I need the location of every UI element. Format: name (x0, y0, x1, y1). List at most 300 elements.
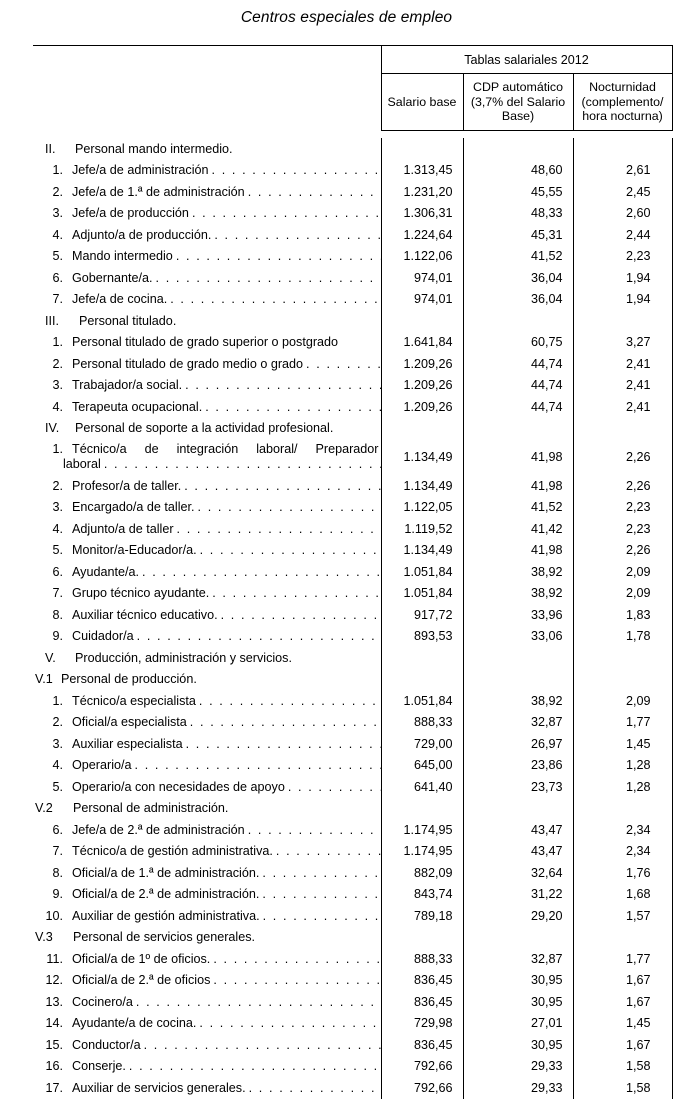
cell-cdp-automatico: 38,92 (463, 690, 573, 712)
cell-nocturnidad: 1,76 (573, 862, 672, 884)
leader-dots (209, 163, 381, 177)
cell-salario-base: 1.134,49 (381, 540, 463, 562)
item-label-cell (33, 561, 381, 583)
cell-cdp-automatico (463, 310, 573, 332)
leader-dots (139, 565, 381, 579)
item-number: 3. (52, 736, 63, 751)
spacer-cdp (463, 131, 573, 139)
cell-cdp-automatico: 27,01 (463, 1013, 573, 1035)
table-row (33, 991, 672, 1013)
item-label (35, 522, 381, 536)
item-number: 15. (45, 1037, 63, 1052)
cell-nocturnidad (573, 418, 672, 440)
cell-cdp-automatico (463, 647, 573, 669)
cell-nocturnidad: 2,60 (573, 203, 672, 225)
item-name: Gobernante/a. (72, 270, 153, 285)
cell-salario-base: 792,66 (381, 1077, 463, 1099)
section-heading (35, 142, 381, 156)
cell-cdp-automatico: 41,52 (463, 497, 573, 519)
cell-salario-base: 1.209,26 (381, 396, 463, 418)
cell-nocturnidad: 2,09 (573, 561, 672, 583)
leader-dots (259, 866, 380, 880)
item-label-cell (33, 375, 381, 397)
cell-salario-base: 1.209,26 (381, 375, 463, 397)
item-label (35, 586, 381, 600)
section-heading (35, 421, 381, 435)
item-number: 6. (52, 270, 63, 285)
item-label (35, 206, 381, 220)
cell-cdp-automatico: 29,33 (463, 1056, 573, 1078)
cell-salario-base: 1.119,52 (381, 518, 463, 540)
subsection-heading-cell (33, 927, 381, 949)
item-name: Técnico/a especialista (72, 693, 196, 708)
item-number: 13. (45, 994, 63, 1009)
table-row (33, 518, 672, 540)
table-row (33, 332, 672, 354)
cell-nocturnidad: 1,67 (573, 1034, 672, 1056)
cell-salario-base: 1.051,84 (381, 690, 463, 712)
table-row (33, 203, 672, 225)
section-number: II. (45, 141, 56, 156)
cell-nocturnidad: 1,94 (573, 267, 672, 289)
item-label (35, 357, 381, 371)
leader-dots (196, 694, 381, 708)
leader-dots (218, 608, 381, 622)
item-name: Encargado/a de taller. (72, 500, 195, 515)
subsection-heading-row (33, 927, 672, 949)
cell-cdp-automatico: 26,97 (463, 733, 573, 755)
section-number: III. (45, 313, 59, 328)
item-label-cell (33, 540, 381, 562)
item-label (35, 1059, 381, 1073)
item-number: 7. (52, 844, 63, 859)
cell-cdp-automatico (463, 669, 573, 691)
cell-nocturnidad: 2,34 (573, 841, 672, 863)
item-number: 2. (52, 184, 63, 199)
item-number: 2. (52, 356, 63, 371)
item-label (35, 844, 381, 858)
table-row (33, 396, 672, 418)
cell-salario-base: 1.134,49 (381, 475, 463, 497)
table-row (33, 690, 672, 712)
item-number: 5. (52, 543, 63, 558)
cell-salario-base (381, 138, 463, 160)
leader-dots (202, 400, 380, 414)
item-name: Jefe/a de producción (72, 206, 189, 221)
cell-salario-base: 1.209,26 (381, 353, 463, 375)
leader-dots (197, 543, 381, 557)
cell-cdp-automatico (463, 927, 573, 949)
cell-salario-base: 882,09 (381, 862, 463, 884)
cell-cdp-automatico: 36,04 (463, 289, 573, 311)
leader-dots (173, 249, 381, 263)
leader-dots (181, 479, 380, 493)
item-number: 6. (52, 564, 63, 579)
cell-nocturnidad: 2,41 (573, 353, 672, 375)
cell-salario-base: 1.313,45 (381, 160, 463, 182)
item-label (35, 909, 381, 923)
item-label (35, 163, 381, 177)
item-label-cell (33, 841, 381, 863)
table-row (33, 1013, 672, 1035)
cell-nocturnidad: 1,45 (573, 733, 672, 755)
item-number: 11. (46, 951, 63, 966)
cell-cdp-automatico: 41,42 (463, 518, 573, 540)
cell-nocturnidad: 1,67 (573, 970, 672, 992)
item-number: 6. (52, 822, 63, 837)
cell-nocturnidad: 1,28 (573, 755, 672, 777)
item-name: Auxiliar técnico educativo. (72, 607, 218, 622)
table-row (33, 1077, 672, 1099)
item-label-cell (33, 353, 381, 375)
item-label (35, 887, 381, 901)
table-row (33, 948, 672, 970)
table-row (33, 475, 672, 497)
item-name: Terapeuta ocupacional. (72, 399, 203, 414)
cdp-line-1: CDP automático (473, 80, 563, 95)
cell-nocturnidad: 2,41 (573, 375, 672, 397)
subsection-heading (35, 930, 381, 944)
item-label (35, 1016, 381, 1030)
table-row (33, 712, 672, 734)
cell-cdp-automatico: 38,92 (463, 561, 573, 583)
leader-dots (210, 952, 380, 966)
cell-salario-base: 917,72 (381, 604, 463, 626)
item-label-twoline (35, 442, 381, 473)
table-row (33, 1034, 672, 1056)
item-number: 12. (45, 973, 63, 988)
cell-nocturnidad (573, 647, 672, 669)
cell-salario-base: 888,33 (381, 948, 463, 970)
cell-cdp-automatico: 23,73 (463, 776, 573, 798)
table-row (33, 246, 672, 268)
leader-dots (196, 1016, 380, 1030)
cell-nocturnidad: 2,26 (573, 540, 672, 562)
item-number: 14. (45, 1016, 63, 1031)
item-label (35, 500, 381, 514)
item-label-cell (33, 604, 381, 626)
cell-cdp-automatico: 29,33 (463, 1077, 573, 1099)
table-body (33, 131, 672, 1099)
cell-salario-base: 836,45 (381, 970, 463, 992)
leader-dots (141, 1038, 381, 1052)
cell-cdp-automatico: 29,20 (463, 905, 573, 927)
cell-nocturnidad: 2,23 (573, 518, 672, 540)
spacer-noc (573, 131, 672, 139)
leader-dots (273, 844, 381, 858)
item-number: 8. (52, 865, 63, 880)
cdp-line-2: (3,7% del Salario (470, 94, 566, 109)
table-row (33, 626, 672, 648)
item-label-cell (33, 439, 381, 475)
item-name: Profesor/a de taller. (72, 478, 182, 493)
cell-nocturnidad: 2,09 (573, 583, 672, 605)
cell-nocturnidad: 2,61 (573, 160, 672, 182)
item-name: Oficial/a de 2.ª de administración. (72, 887, 260, 902)
item-label (35, 271, 381, 285)
item-label-cell (33, 396, 381, 418)
table-row (33, 160, 672, 182)
section-heading-row (33, 310, 672, 332)
item-label-cell (33, 884, 381, 906)
cell-cdp-automatico: 32,64 (463, 862, 573, 884)
item-label (35, 608, 381, 622)
item-label (35, 479, 381, 493)
cell-salario-base (381, 798, 463, 820)
cell-cdp-automatico: 31,22 (463, 884, 573, 906)
cell-cdp-automatico: 45,31 (463, 224, 573, 246)
cell-nocturnidad: 2,26 (573, 475, 672, 497)
item-label-cell (33, 267, 381, 289)
subsection-heading (35, 672, 381, 686)
item-label-cell (33, 1034, 381, 1056)
cell-nocturnidad: 2,23 (573, 246, 672, 268)
cell-cdp-automatico: 43,47 (463, 841, 573, 863)
item-number: 9. (52, 887, 63, 902)
section-heading-cell (33, 138, 381, 160)
cell-nocturnidad: 1,57 (573, 905, 672, 927)
item-label (35, 228, 381, 242)
cell-nocturnidad: 1,77 (573, 712, 672, 734)
cell-nocturnidad: 1,58 (573, 1077, 672, 1099)
cell-cdp-automatico: 43,47 (463, 819, 573, 841)
cell-cdp-automatico: 44,74 (463, 353, 573, 375)
item-name: Conductor/a (72, 1037, 141, 1052)
item-label (35, 715, 381, 729)
item-label-cell (33, 712, 381, 734)
item-label-cell (33, 755, 381, 777)
item-number: 10. (45, 908, 63, 923)
item-number: 7. (52, 292, 63, 307)
page-title: Centros especiales de empleo (240, 9, 453, 26)
item-number: 5. (52, 249, 63, 264)
item-label-cell (33, 819, 381, 841)
section-name: Personal titulado. (79, 313, 177, 328)
cell-salario-base (381, 310, 463, 332)
cell-cdp-automatico: 38,92 (463, 583, 573, 605)
item-name: Monitor/a-Educador/a. (72, 543, 197, 558)
cell-salario-base: 1.174,95 (381, 841, 463, 863)
cell-nocturnidad: 1,67 (573, 991, 672, 1013)
item-label-cell (33, 1056, 381, 1078)
cell-salario-base (381, 647, 463, 669)
cell-cdp-automatico: 32,87 (463, 712, 573, 734)
cell-nocturnidad (573, 310, 672, 332)
item-label (35, 758, 381, 772)
subsection-heading-row (33, 669, 672, 691)
item-label-cell (33, 583, 381, 605)
item-label-cell (33, 905, 381, 927)
cell-salario-base: 974,01 (381, 289, 463, 311)
table-row (33, 439, 672, 475)
item-label-cell (33, 518, 381, 540)
table-row (33, 353, 672, 375)
item-number: 1. (52, 441, 63, 456)
item-label (35, 400, 381, 414)
header-group-label: Tablas salariales 2012 (381, 46, 672, 74)
item-number: 3. (52, 378, 63, 393)
cell-nocturnidad: 2,09 (573, 690, 672, 712)
item-number: 1. (52, 163, 63, 178)
cell-nocturnidad: 2,23 (573, 497, 672, 519)
table-row (33, 375, 672, 397)
item-name: Jefe/a de 2.ª de administración (72, 822, 245, 837)
item-name-line2: laboral (63, 457, 101, 471)
item-number: 1. (52, 693, 63, 708)
item-label-cell (33, 181, 381, 203)
header-blank-cell (33, 46, 381, 74)
leader-dots (303, 357, 380, 371)
item-name: Cocinero/a (72, 994, 133, 1009)
item-label-cell (33, 991, 381, 1013)
table-row (33, 819, 672, 841)
cell-cdp-automatico: 41,98 (463, 540, 573, 562)
cell-cdp-automatico: 36,04 (463, 267, 573, 289)
leader-dots (245, 823, 381, 837)
section-heading-cell (33, 647, 381, 669)
table-header (33, 46, 672, 131)
item-number: 3. (52, 500, 63, 515)
table-row (33, 905, 672, 927)
leader-dots (133, 995, 381, 1009)
item-label (35, 823, 381, 837)
table-row (33, 267, 672, 289)
leader-dots (260, 909, 381, 923)
item-name: Oficial/a especialista (72, 715, 187, 730)
table-row (33, 604, 672, 626)
item-label-cell (33, 497, 381, 519)
item-name: Oficial/a de 1º de oficios. (72, 951, 211, 966)
item-label-cell (33, 1013, 381, 1035)
item-label-cell (33, 203, 381, 225)
subsection-number: V.2 (35, 801, 53, 816)
item-number: 5. (52, 779, 63, 794)
leader-dots (285, 780, 381, 794)
cell-cdp-automatico: 60,75 (463, 332, 573, 354)
cell-nocturnidad: 2,45 (573, 181, 672, 203)
item-number: 16. (45, 1059, 63, 1074)
item-name: Jefe/a de cocina. (72, 292, 168, 307)
item-label (35, 694, 381, 708)
item-label-cell (33, 776, 381, 798)
cell-salario-base (381, 418, 463, 440)
item-number: 7. (52, 586, 63, 601)
table-row (33, 561, 672, 583)
section-heading-row (33, 138, 672, 160)
cell-cdp-automatico: 30,95 (463, 970, 573, 992)
table-row (33, 755, 672, 777)
item-label-cell (33, 289, 381, 311)
leader-dots (189, 206, 381, 220)
section-heading-row (33, 418, 672, 440)
salary-table (33, 45, 673, 1099)
cell-nocturnidad: 1,58 (573, 1056, 672, 1078)
cell-salario-base: 1.306,31 (381, 203, 463, 225)
table-row (33, 224, 672, 246)
item-name: Operario/a con necesidades de apoyo (72, 779, 285, 794)
section-heading-row (33, 647, 672, 669)
leader-dots (126, 1059, 381, 1073)
section-name: Producción, administración y servicios. (75, 650, 292, 665)
cell-cdp-automatico: 23,86 (463, 755, 573, 777)
section-heading (35, 314, 381, 328)
subsection-heading-row (33, 798, 672, 820)
cell-nocturnidad: 2,26 (573, 439, 672, 475)
cell-cdp-automatico: 41,52 (463, 246, 573, 268)
cell-salario-base: 836,45 (381, 991, 463, 1013)
item-label-cell (33, 475, 381, 497)
spacer-label (33, 131, 381, 139)
item-number: 4. (52, 227, 63, 242)
cell-nocturnidad: 3,27 (573, 332, 672, 354)
item-name: Jefe/a de 1.ª de administración (72, 184, 245, 199)
cell-cdp-automatico: 30,95 (463, 1034, 573, 1056)
cell-salario-base: 843,74 (381, 884, 463, 906)
leader-dots (195, 500, 381, 514)
table-row (33, 970, 672, 992)
cell-nocturnidad (573, 138, 672, 160)
cell-cdp-automatico (463, 798, 573, 820)
table-row (33, 181, 672, 203)
item-number: 8. (52, 607, 63, 622)
section-name: Personal de soporte a la actividad profesional. (75, 421, 334, 436)
column-header-nocturnidad (573, 74, 672, 131)
item-name: Auxiliar de servicios generales. (72, 1080, 246, 1095)
item-label (35, 952, 381, 966)
header-group-row (33, 46, 672, 74)
cell-salario-base: 1.051,84 (381, 561, 463, 583)
item-name: Auxiliar especialista (72, 736, 183, 751)
item-name: Mando intermedio (72, 249, 173, 264)
item-label (35, 995, 381, 1009)
cell-cdp-automatico: 44,74 (463, 396, 573, 418)
item-label (35, 1038, 381, 1052)
item-label-line1-row (35, 442, 381, 458)
leader-dots (246, 1081, 381, 1095)
item-number: 4. (52, 399, 63, 414)
item-name: Adjunto/a de taller (72, 521, 174, 536)
item-name: Adjunto/a de producción. (72, 227, 212, 242)
cell-nocturnidad (573, 669, 672, 691)
cell-nocturnidad: 1,94 (573, 289, 672, 311)
cell-salario-base: 836,45 (381, 1034, 463, 1056)
item-label (35, 973, 381, 987)
cell-salario-base: 974,01 (381, 267, 463, 289)
noc-line-1: Nocturnidad (589, 80, 656, 95)
cell-nocturnidad: 1,83 (573, 604, 672, 626)
item-name: Operario/a (72, 758, 132, 773)
cell-nocturnidad: 1,77 (573, 948, 672, 970)
cell-nocturnidad: 1,78 (573, 626, 672, 648)
item-number: 1. (52, 335, 63, 350)
column-header-cdp (463, 74, 573, 131)
cell-salario-base: 729,00 (381, 733, 463, 755)
cell-cdp-automatico (463, 418, 573, 440)
leader-dots (245, 185, 381, 199)
cell-salario-base: 1.174,95 (381, 819, 463, 841)
leader-dots (132, 758, 381, 772)
column-header-salario-base: Salario base (381, 74, 463, 131)
leader-dots (153, 271, 381, 285)
cell-salario-base: 729,98 (381, 1013, 463, 1035)
subsection-name: Personal de administración. (73, 801, 229, 816)
item-name: Auxiliar de gestión administrativa. (72, 908, 260, 923)
cell-cdp-automatico (463, 138, 573, 160)
cell-salario-base: 641,40 (381, 776, 463, 798)
leader-dots (134, 629, 381, 643)
section-name: Personal mando intermedio. (75, 141, 233, 156)
cell-cdp-automatico: 48,33 (463, 203, 573, 225)
